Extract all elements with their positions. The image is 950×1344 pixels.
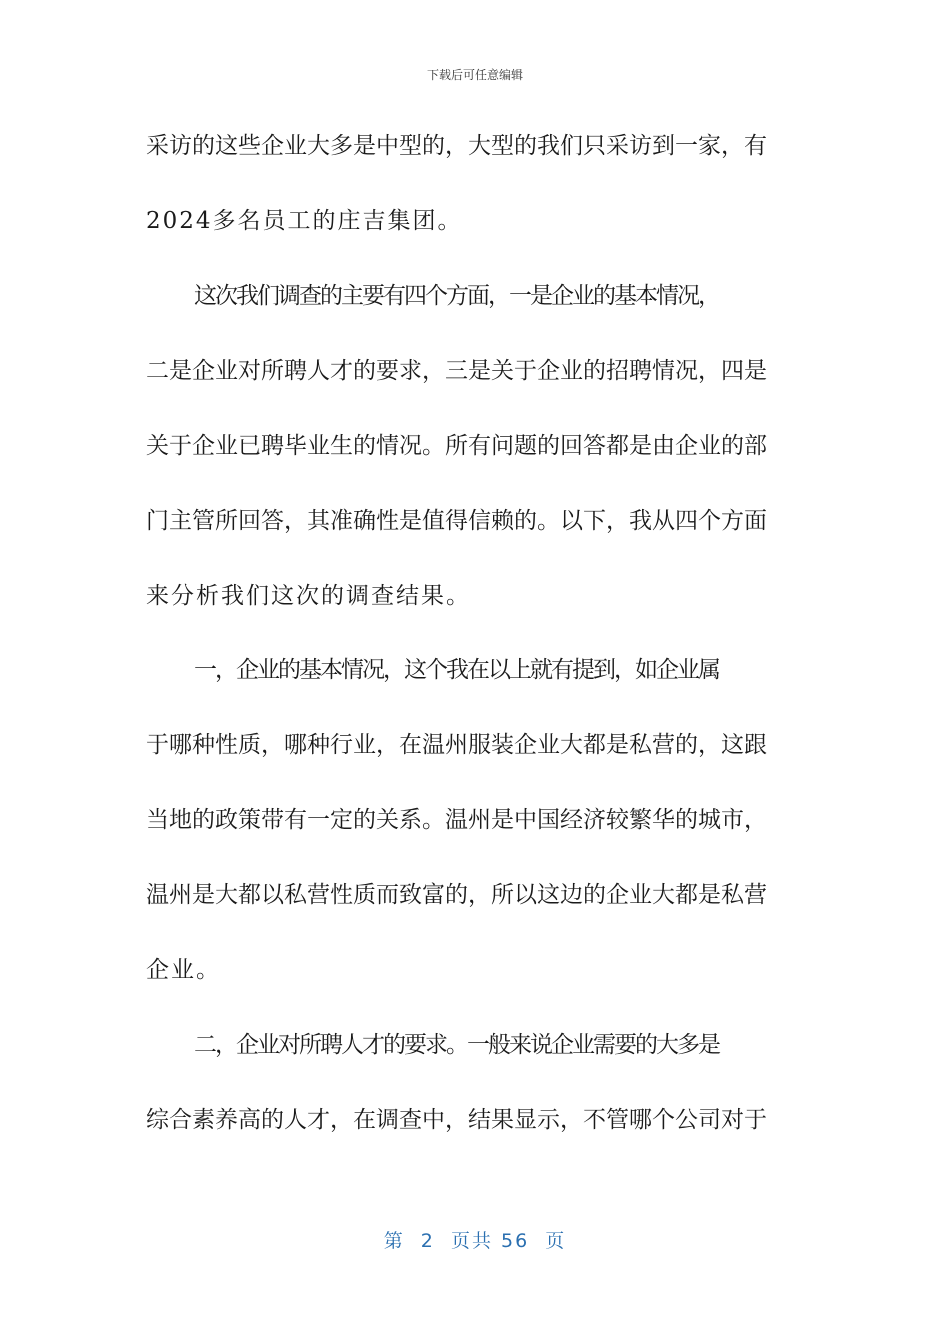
- text-line: 综合素养高的人才，在调查中，结果显示，不管哪个公司对于: [146, 1107, 767, 1133]
- text-line: 于哪种性质，哪种行业，在温州服装企业大都是私营的，这跟: [146, 732, 767, 758]
- text-line: 2024多名员工的庄吉集团。: [146, 208, 463, 234]
- text-line: 门主管所回答，其准确性是值得信赖的。以下，我从四个方面: [146, 508, 767, 534]
- text-line: 关于企业已聘毕业生的情况。所有问题的回答都是由企业的部: [146, 433, 767, 459]
- text-line: 采访的这些企业大多是中型的，大型的我们只采访到一家，有: [146, 133, 767, 159]
- text-line: 来分析我们这次的调查结果。: [146, 583, 471, 609]
- page-header: 下载后可任意编辑: [426, 68, 523, 82]
- page-number-footer: [0, 1226, 950, 1253]
- text-line: 二，企业对所聘人才的要求。一般来说企业需要的大多是: [194, 1032, 719, 1058]
- text-line: 一，企业的基本情况，这个我在以上就有提到，如企业属: [194, 657, 719, 683]
- text-line: 温州是大都以私营性质而致富的，所以这边的企业大都是私营: [146, 882, 767, 908]
- page-number-text: 第 2 页共 56 页: [383, 1230, 567, 1252]
- text-line: 企业。: [146, 957, 221, 983]
- text-line: 当地的政策带有一定的关系。温州是中国经济较繁华的城市，: [146, 807, 767, 833]
- text-line: 二是企业对所聘人才的要求，三是关于企业的招聘情况，四是: [146, 358, 767, 384]
- text-line: 这次我们调查的主要有四个方面，一是企业的基本情况，: [194, 283, 719, 309]
